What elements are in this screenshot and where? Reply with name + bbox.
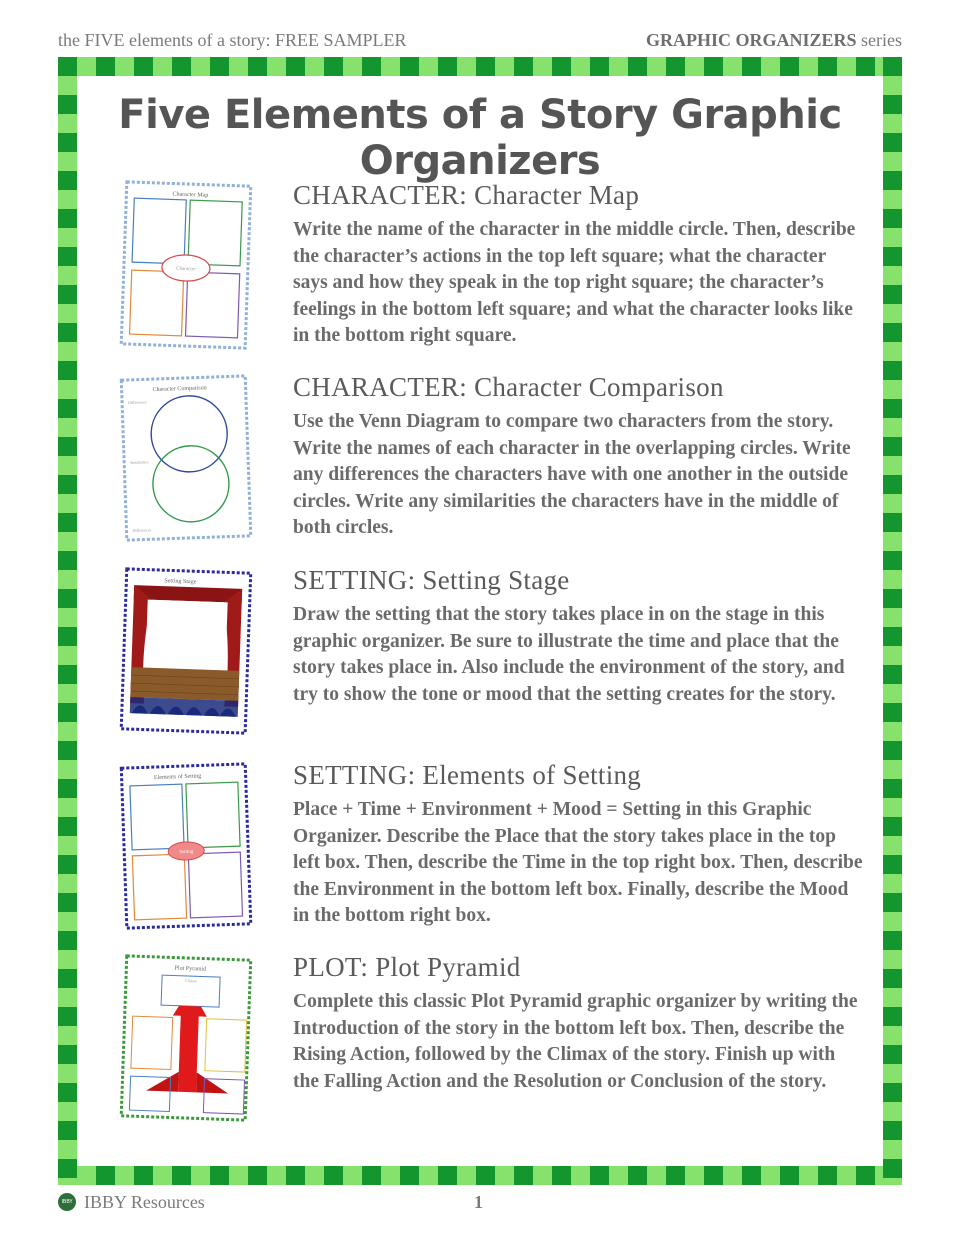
item-body: Draw the setting that the story takes place in on the stage in this graphic organizer. Be sure to illustrate the time and place that the story takes place in. Also include the environment of the story, and try to show the tone or mood that the setting creates for the story.	[293, 604, 845, 705]
thumb-title: Character Comparison	[152, 385, 207, 394]
thumb-title: Setting Stage	[164, 578, 197, 586]
thumb-top: Climax	[184, 977, 197, 984]
item-heading: CHARACTER: Character Map	[293, 180, 640, 210]
character-map-thumbnail	[118, 180, 254, 350]
item-body: Use the Venn Diagram to compare two characters from the story. Write the names of each character in the overlapping circles. Write any differences the characters have with one another in the outside circles. Write any similarities the characters have in the middle of both circles.	[293, 411, 851, 538]
thumb-title: Elements of Setting	[153, 773, 202, 782]
thumb-label: Differences	[127, 399, 147, 405]
header-left: the FIVE elements of a story: FREE SAMPLER	[58, 30, 407, 50]
thumb-label: Similarities	[130, 459, 149, 465]
setting-stage-thumbnail	[118, 565, 254, 735]
item-heading: SETTING: Setting Stage	[293, 565, 570, 595]
thumb-center: Character	[176, 266, 196, 273]
character-comparison-thumbnail	[118, 372, 254, 542]
thumb-title: Character Map	[172, 191, 209, 199]
plot-pyramid-thumbnail	[118, 952, 254, 1122]
thumb-label: Differences	[132, 527, 152, 533]
border-right	[883, 57, 902, 1185]
header-right-rest: series	[856, 30, 902, 50]
elements-of-setting-thumbnail	[118, 760, 254, 930]
item-heading: PLOT: Plot Pyramid	[293, 952, 521, 982]
border-left	[58, 57, 77, 1185]
item-body: Place + Time + Environment + Mood = Setting in this Graphic Organizer. Describe the Place that the story takes place in the top left box. Then, describe the Time in the top right box. Then, describe the Environment in the bottom left box. Finally, describe the Mood in the bottom right box.	[293, 799, 863, 926]
item-body: Write the name of the character in the middle circle. Then, describe the character’s actions in the top left square; what the character says and how they speak in the top right square; the character’s feelings in the bottom left square; and what the character looks like in the bottom right square.	[293, 219, 856, 346]
thumb-title: Plot Pyramid	[174, 965, 207, 973]
item-body: Complete this classic Plot Pyramid graphic organizer by writing the Introduction of the story in the bottom left box. Then, describe the Rising Action, followed by the Climax of the story. Finish up with the Falling Action and the Resolution or Conclusion of the story.	[293, 991, 858, 1092]
header-right	[646, 30, 902, 51]
item-heading: SETTING: Elements of Setting	[293, 760, 642, 790]
page-title: Five Elements of a Story Graphic Organizers	[118, 92, 842, 184]
border-top	[58, 57, 902, 76]
thumb-center: Setting	[179, 849, 194, 856]
page-number: 1	[474, 1192, 483, 1212]
item-heading: CHARACTER: Character Comparison	[293, 372, 724, 402]
footer-text: IBBY Resources	[84, 1192, 205, 1212]
ibby-logo-icon: IBBY	[58, 1193, 76, 1211]
header-right-bold: GRAPHIC ORGANIZERS	[645, 30, 857, 50]
border-bottom	[58, 1166, 902, 1185]
